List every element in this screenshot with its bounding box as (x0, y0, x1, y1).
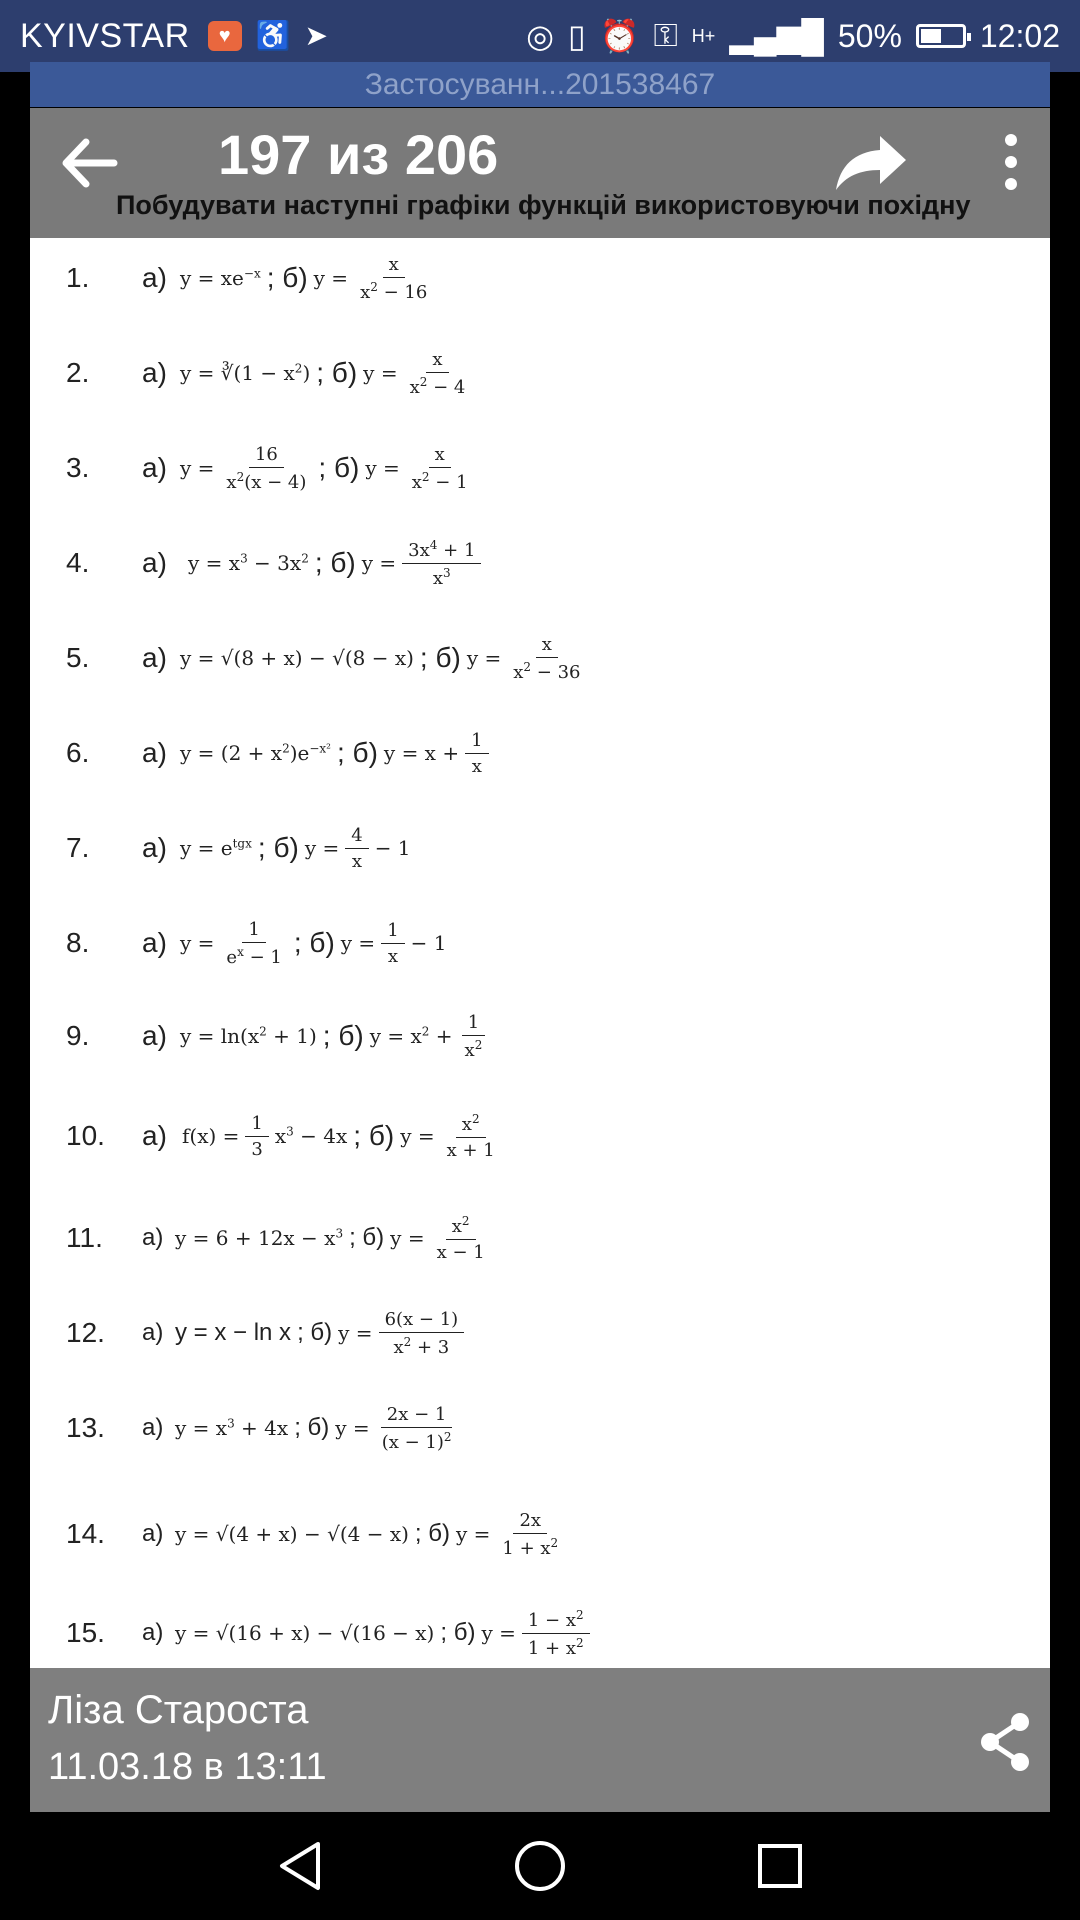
formula: y = √(8 + x) − √(8 − x) ; б) y = $\frac{x}{x^2 - 36}$ (180, 633, 581, 683)
part-a-label: а) (142, 1414, 164, 1441)
part-a-label: а) (142, 642, 167, 673)
formula: $y = x^3 - 3x^2$ ; б) y = $\frac{3x^4 + 1}{x^3}$ (188, 538, 481, 589)
nav-back-icon[interactable] (270, 1836, 330, 1896)
exercise-number: 12. (66, 1317, 105, 1348)
hotspot-icon: ◎ (526, 18, 554, 54)
part-b-label: ; б) (318, 452, 360, 483)
formula: $y = (2 + x^2)e^{-x^2}$ ; б) y = x + $\frac{1}{x}$ (180, 730, 489, 777)
part-a-label: а) (142, 737, 167, 768)
part-a-label: а) (142, 452, 167, 483)
clock: 12:02 (979, 17, 1060, 54)
exercise-number: 1. (66, 262, 90, 293)
exercise-number: 6. (66, 737, 90, 768)
health-app-icon: ♥ (208, 21, 242, 51)
exercise-number: 4. (66, 547, 90, 578)
vibrate-icon: ▯ (567, 18, 586, 54)
photo-viewer-header (30, 108, 1050, 238)
part-a-label: а) (142, 832, 167, 863)
forward-icon[interactable] (830, 128, 910, 198)
accessibility-icon: ♿ (255, 20, 291, 51)
exercise-row (30, 1593, 1050, 1668)
part-a-label: а) (142, 927, 167, 958)
part-b-label: ; б) (336, 737, 378, 768)
alarm-icon: ⏰ (599, 18, 640, 54)
exercise-row (30, 808, 1050, 888)
formula: $y = e^{tgx}$ ; б) y = $\frac{4}{x}$ − 1 (180, 824, 411, 872)
part-a-label: а) (142, 1224, 164, 1251)
exercise-row (30, 428, 1050, 508)
part-b-label: ; б) (293, 927, 335, 958)
exercise-number: 8. (66, 927, 90, 958)
exercise-row (30, 1494, 1050, 1574)
photo-counter: 197 из 206 (218, 123, 499, 186)
part-b-label: ; б) (322, 1020, 364, 1051)
exercise-number: 13. (66, 1412, 105, 1443)
exercise-number: 5. (66, 642, 90, 673)
formula: y = √(4 + x) − √(4 − x) ; б) y = $\frac{2x}{1 + x^2}$ (175, 1509, 559, 1559)
exercise-row (30, 996, 1050, 1076)
formula: f(x) = $\frac{1}{3}$ $x^3 - 4x$ ; б) y = $\frac{x^2}{x + 1}$ (182, 1111, 495, 1161)
exercise-row (30, 238, 1050, 318)
part-a-label: а) (142, 1319, 164, 1346)
exercise-number: 14. (66, 1518, 105, 1549)
part-b-label: ; б) (316, 357, 358, 388)
formula: $y = \ln(x^2 + 1)$ ; б) $y = x^2$ + $\frac{1}{x^2}$ (180, 1012, 488, 1061)
battery-fill (921, 29, 941, 43)
exercise-number: 2. (66, 357, 90, 388)
nav-recents-icon[interactable] (750, 1836, 810, 1896)
exercise-row (30, 713, 1050, 793)
exercise-number: 10. (66, 1120, 105, 1151)
part-b-label: ; б) (314, 547, 356, 578)
part-b-label: ; б) (414, 1520, 450, 1547)
network-type-icon: H+ (691, 25, 716, 46)
back-arrow-button[interactable] (54, 128, 124, 198)
formula: y = √(16 + x) − √(16 − x) ; б) y = $\frac{1 - x^2}{1 + x^2}$ (175, 1608, 590, 1659)
vpn-key-icon: ⚿ (653, 17, 678, 53)
nav-home-icon[interactable] (510, 1836, 570, 1896)
exercise-row (30, 523, 1050, 603)
formula: y = $\frac{16}{x^2(x - 4)}$ ; б) y = $\frac{x}{x^2 - 1}$ (180, 443, 468, 493)
part-b-label: ; б) (349, 1224, 385, 1251)
telegram-icon: ➤ (304, 20, 328, 51)
exercise-row (30, 903, 1050, 983)
photo-info-footer (30, 1668, 1050, 1812)
part-a-label: а) (142, 357, 167, 388)
system-status (526, 17, 1060, 55)
part-b-label: ; б) (353, 1120, 395, 1151)
formula: y = x − ln x ; б) y = $\frac{6(x - 1)}{x^2 + 3}$ (175, 1309, 464, 1358)
document-heading: Побудувати наступні графіки функцій використовуючи похідну (116, 190, 971, 220)
share-icon[interactable] (978, 1712, 1034, 1772)
carrier-name: KYIVSTAR (20, 16, 190, 55)
chat-title-bar: Застосуванн...201538467 (30, 62, 1050, 107)
part-b-label: ; б) (297, 1319, 333, 1346)
signal-icon: ▂▄▆█ (729, 18, 824, 54)
exercise-row (30, 618, 1050, 698)
part-b-label: ; б) (440, 1619, 476, 1646)
formula: $y = xe^{-x}$ ; б) y = $\frac{x}{x^2 - 16}$ (180, 253, 428, 303)
formula: y = ∛(1 − $x^2$) ; б) y = $\frac{x}{x^2 - 4}$ (180, 348, 466, 398)
system-navigation-bar (0, 1812, 1080, 1920)
part-b-label: ; б) (294, 1414, 330, 1441)
part-a-label: а) (142, 1619, 164, 1646)
exercise-row (30, 1293, 1050, 1373)
part-b-label: ; б) (257, 832, 299, 863)
battery-icon (916, 24, 966, 48)
battery-percent: 50% (837, 17, 902, 54)
exercise-row (30, 1096, 1050, 1176)
worksheet-image (30, 238, 1050, 1668)
exercise-row (30, 333, 1050, 413)
formula: y = $\frac{1}{e^x - 1}$ ; б) y = $\frac{1}{x}$ − 1 (180, 918, 447, 968)
part-a-label: а) (142, 1120, 167, 1151)
notification-icons (208, 21, 328, 51)
exercise-row (30, 1198, 1050, 1278)
part-a-label: а) (142, 262, 167, 293)
part-b-label: ; б) (266, 262, 308, 293)
exercise-number: 9. (66, 1020, 90, 1051)
exercise-row (30, 1388, 1050, 1468)
exercise-number: 7. (66, 832, 90, 863)
formula: $y = x^3 + 4x$ ; б) y = $\frac{2x - 1}{(x - 1)^2}$ (175, 1403, 452, 1453)
sent-date: 11.03.18 в 13:11 (48, 1746, 327, 1788)
formula: $y = 6 + 12x - x^3$ ; б) y = $\frac{x^2}{x - 1}$ (175, 1213, 485, 1263)
part-b-label: ; б) (419, 642, 461, 673)
exercise-number: 3. (66, 452, 90, 483)
exercise-number: 15. (66, 1617, 105, 1648)
part-a-label: а) (142, 1020, 167, 1051)
sender-name: Ліза Староста (48, 1688, 309, 1732)
part-a-label: а) (142, 1520, 164, 1547)
more-options-icon[interactable] (996, 130, 1026, 200)
part-a-label: а) (142, 547, 167, 578)
exercise-number: 11. (66, 1222, 103, 1253)
